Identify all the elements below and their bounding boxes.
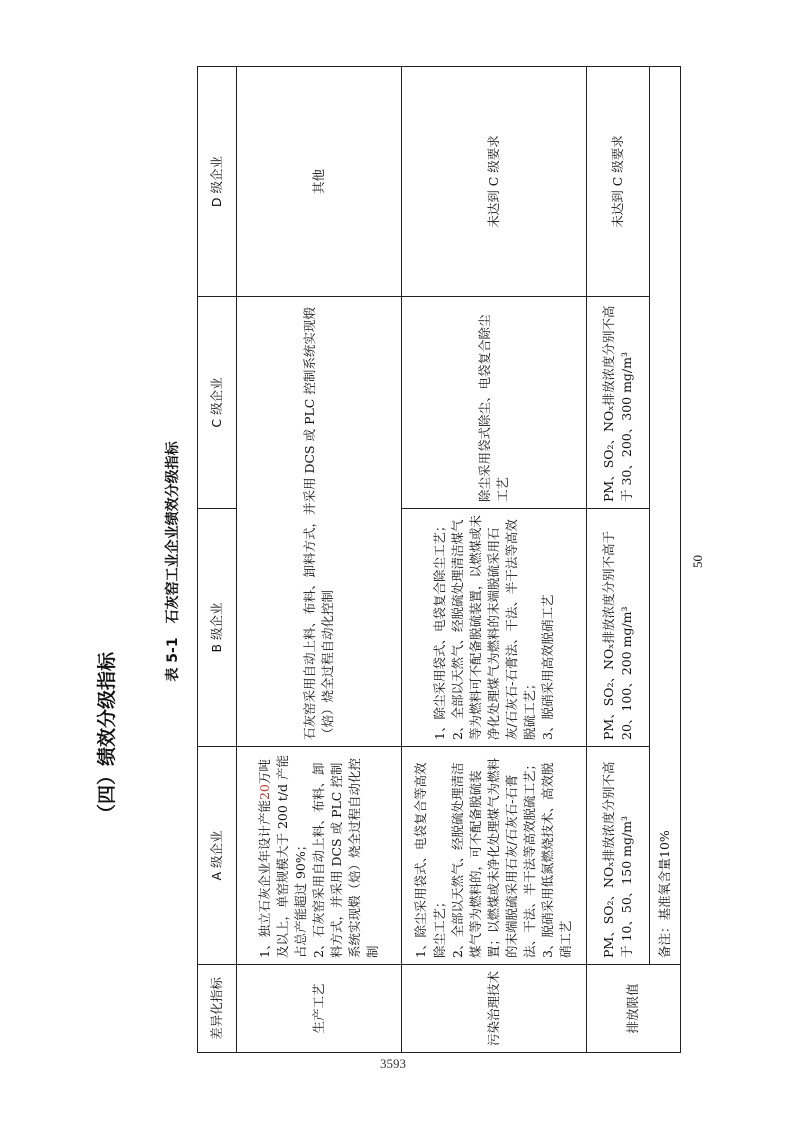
pollution-b-line-2: 2、全部以天然气、经脱硫处理清洁煤气等为燃料可不配备脱硫装置，以燃煤或未净化处理煤气为燃料的末端脱硫采用石灰/石灰石-石膏法、干法、半干法等高效脱硫工艺； <box>449 514 538 740</box>
pollution-b-line-1: 1、除尘采用袋式、电袋复合除尘工艺； <box>431 519 447 740</box>
cell-emission-b: PM、SO₂、NOₓ排放浓度分别不高于 20、100、200 mg/m³ <box>587 509 650 747</box>
table-header-row <box>198 67 237 1053</box>
page-number-bottom: 3593 <box>380 1056 406 1071</box>
production-a-line-2: 2、石灰窑采用自动上料、布料、卸料方式，并采用 DCS 或 PLC 控制系统实现煅（焙）烧全过程自动化控制 <box>310 757 381 958</box>
cell-emission-a: PM、SO₂、NOₓ排放浓度分别不高于 10、50、150 mg/m³ <box>587 747 650 965</box>
cell-production-a <box>237 747 402 965</box>
row-label-emission: 排放限值 <box>587 965 681 1053</box>
pollution-b-line-3: 3、脱硝采用高效脱硝工艺 <box>540 594 556 740</box>
header-grade-d: D 级企业 <box>198 67 237 297</box>
cell-production-d: 其他 <box>237 67 402 297</box>
table-row-emission <box>587 67 650 1053</box>
cell-pollution-b <box>402 509 587 747</box>
header-indicator: 差异化指标 <box>198 965 237 1053</box>
page-footer-number: 50 <box>690 555 705 568</box>
pollution-a-line-3: 3、脱硝采用低氮燃烧技术、高效脱硝工艺 <box>540 762 574 958</box>
table-note: 备注：基准氧含量10% <box>650 67 681 965</box>
pollution-a-line-1: 1、除尘采用袋式、电袋复合等高效除尘工艺； <box>413 762 447 958</box>
cell-pollution-a <box>402 747 587 965</box>
cell-pollution-c: 除尘采用袋式除尘、电袋复合除尘工艺 <box>402 297 587 509</box>
production-a-line-1: 1、独立石灰企业年设计产能 <box>256 800 272 958</box>
cell-emission-c: PM、SO₂、NOₓ排放浓度分别不高于 30、200、300 mg/m³ <box>587 297 650 509</box>
pollution-a-line-2: 2、全部以天然气、经脱硫处理清洁煤气等为燃料的，可不配备脱硫装置；以燃煤或未净化处理煤气为燃料的末端脱硫采用石灰/石灰石-石膏法、干法、半干法等高效脱硫工艺； <box>449 757 538 958</box>
performance-grading-table <box>197 66 681 1053</box>
row-label-pollution: 污染治理技术 <box>402 965 587 1053</box>
table-row-note <box>650 67 681 1053</box>
table-row-production <box>237 67 402 1053</box>
cell-emission-d: 未达到 C 级要求 <box>587 67 650 297</box>
header-grade-b: B 级企业 <box>198 509 237 747</box>
production-a-highlight-value: 20 <box>256 784 272 801</box>
header-grade-c: C 级企业 <box>198 297 237 509</box>
cell-production-bc: 石灰窑采用自动上料、布料、卸料方式，并采用 DCS 或 PLC 控制系统实现煅（焙）烧全过程自动化控制 <box>237 297 402 747</box>
table-caption: 表 5-1 石灰窑工业企业绩效分级指标 <box>165 441 181 682</box>
production-a-line-1-cont: 万吨及以上，单窑规模大于 200 t/d 产能占总产能超过 90%； <box>256 754 308 958</box>
section-title: （四）绩效分级指标 <box>96 651 118 823</box>
table-row-pollution <box>402 67 587 1053</box>
row-label-production: 生产工艺 <box>237 965 402 1053</box>
cell-pollution-d: 未达到 C 级要求 <box>402 67 587 297</box>
header-grade-a: A 级企业 <box>198 747 237 965</box>
